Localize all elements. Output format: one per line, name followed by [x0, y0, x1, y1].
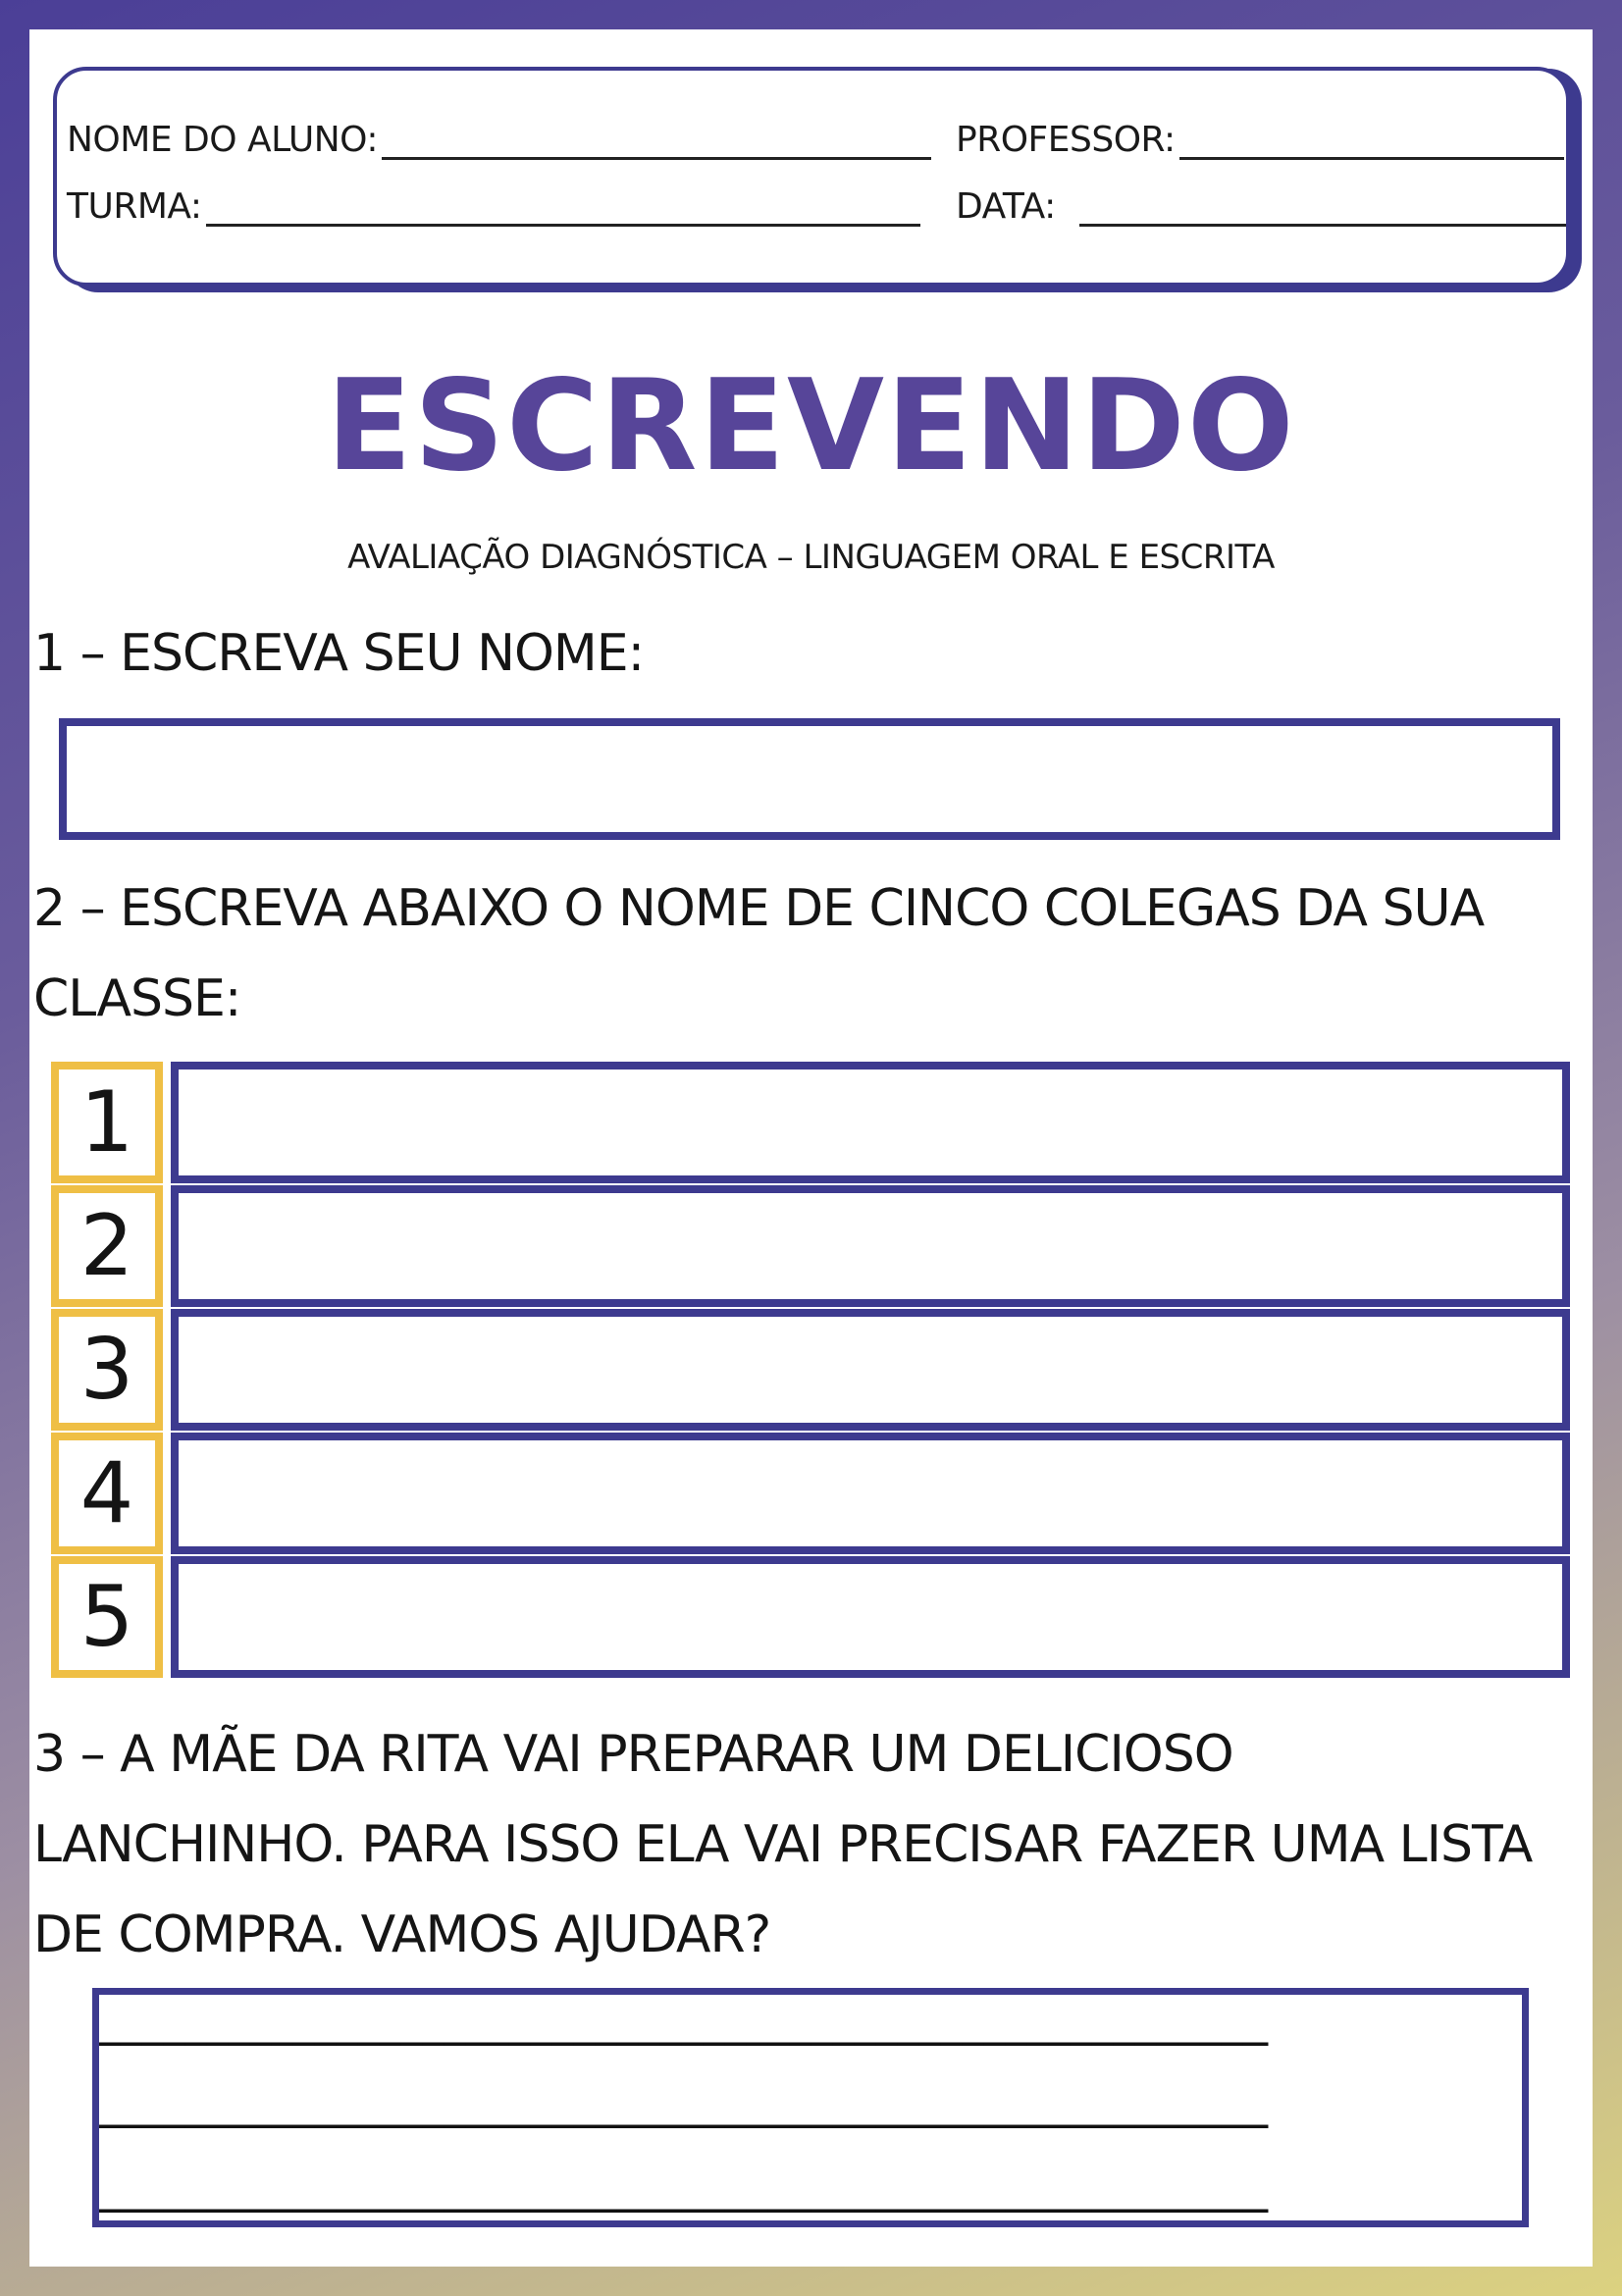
name-answer-box[interactable]: [59, 718, 1560, 840]
page-subtitle: AVALIAÇÃO DIAGNÓSTICA – LINGUAGEM ORAL E ESCRITA: [347, 538, 1275, 577]
writing-line: ______________________________________________________: [99, 2071, 1265, 2128]
header-box: [53, 67, 1570, 287]
classmate-answer-box[interactable]: [171, 1062, 1570, 1183]
question-3-line-3: DE COMPRA. VAMOS AJUDAR?: [33, 1905, 771, 1964]
writing-line: ______________________________________________________: [99, 2156, 1265, 2213]
class-label: TURMA:: [67, 186, 202, 227]
worksheet-page: [29, 29, 1593, 2267]
row-number: 4: [51, 1433, 163, 1554]
question-3-line-1: 3 – A MÃE DA RITA VAI PREPARAR UM DELICIOSO: [33, 1725, 1233, 1784]
row-number: 3: [51, 1309, 163, 1431]
class-field[interactable]: [67, 186, 920, 227]
row-number: 1: [51, 1062, 163, 1183]
question-2-line-1: 2 – ESCREVA ABAIXO O NOME DE CINCO COLEGAS DA SUA: [33, 879, 1485, 938]
classmate-answer-box[interactable]: [171, 1309, 1570, 1431]
teacher-field[interactable]: [956, 120, 1564, 160]
question-1: 1 – ESCREVA SEU NOME:: [33, 624, 645, 683]
date-label: DATA:: [956, 186, 1056, 227]
class-line: [206, 222, 920, 227]
classmate-row: [51, 1062, 1570, 1183]
student-name-label: NOME DO ALUNO:: [67, 120, 379, 160]
classmate-answer-box[interactable]: [171, 1185, 1570, 1307]
classmate-row: [51, 1309, 1570, 1431]
page-title: ESCREVENDO: [326, 353, 1296, 499]
date-line: [1079, 222, 1566, 227]
classmate-row: [51, 1185, 1570, 1307]
classmate-answer-box[interactable]: [171, 1556, 1570, 1678]
student-name-line: [382, 155, 931, 160]
classmate-row: [51, 1433, 1570, 1554]
question-3-line-2: LANCHINHO. PARA ISSO ELA VAI PRECISAR FAZER UMA LISTA: [33, 1815, 1533, 1874]
student-name-field[interactable]: [67, 120, 931, 160]
teacher-label: PROFESSOR:: [956, 120, 1176, 160]
row-number: 5: [51, 1556, 163, 1678]
writing-line: ______________________________________________________: [99, 1989, 1265, 2046]
row-number: 2: [51, 1185, 163, 1307]
date-field[interactable]: [956, 186, 1566, 227]
question-2-line-2: CLASSE:: [33, 969, 241, 1028]
shopping-list-box[interactable]: [92, 1988, 1529, 2227]
classmate-row: [51, 1556, 1570, 1678]
teacher-line: [1179, 155, 1564, 160]
classmate-answer-box[interactable]: [171, 1433, 1570, 1554]
